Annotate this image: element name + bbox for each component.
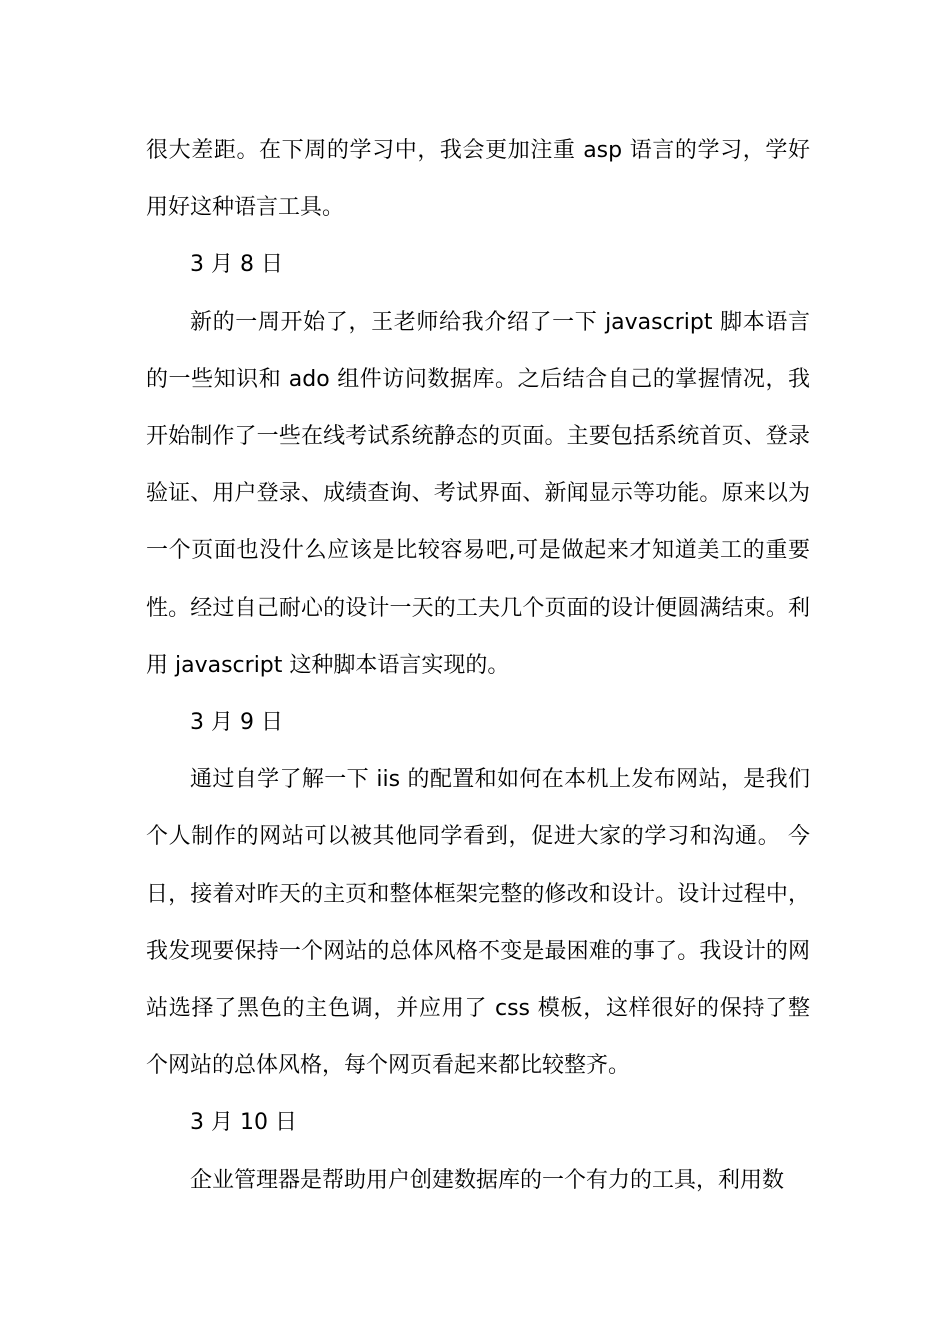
paragraph-continuation: 很大差距。在下周的学习中，我会更加注重 asp 语言的学习，学好用好这种语言工具。 <box>146 138 810 221</box>
document-body <box>146 122 810 1209</box>
date-heading-mar-10: 3 月 10 日 <box>190 1110 297 1136</box>
date-heading-mar-9: 3 月 9 日 <box>190 710 283 736</box>
paragraph-mar-8: 新的一周开始了，王老师给我介绍了一下 javascript 脚本语言的一些知识和 ado 组件访问数据库。之后结合自己的掌握情况，我开始制作了一些在线考试系统静态的页面。主要包括系统首页、登录验证、用户登录、成绩查询、考试界面、新闻显示等功能。原来以为一个页面也没什么应该是比较容易吧,可是做起来才知道美工的重要性。经过自己耐心的设计一天的工夫几个页面的设计便圆满结束。利用 javascript 这种脚本语言实现的。 <box>146 309 810 678</box>
date-heading-mar-8: 3 月 8 日 <box>190 252 283 278</box>
paragraph-mar-10: 企业管理器是帮助用户创建数据库的一个有力的工具，利用数 <box>190 1167 785 1193</box>
paragraph-mar-9: 通过自学了解一下 iis 的配置和如何在本机上发布网站，是我们个人制作的网站可以被其他同学看到，促进大家的学习和沟通。 今日，接着对昨天的主页和整体框架完整的修改和设计。设计过程中，我发现要保持一个网站的总体风格不变是最困难的事了。我设计的网站选择了黑色的主色调，并应用了 css 模板，这样很好的保持了整个网站的总体风格，每个网页看起来都比较整齐。 <box>146 767 810 1079</box>
